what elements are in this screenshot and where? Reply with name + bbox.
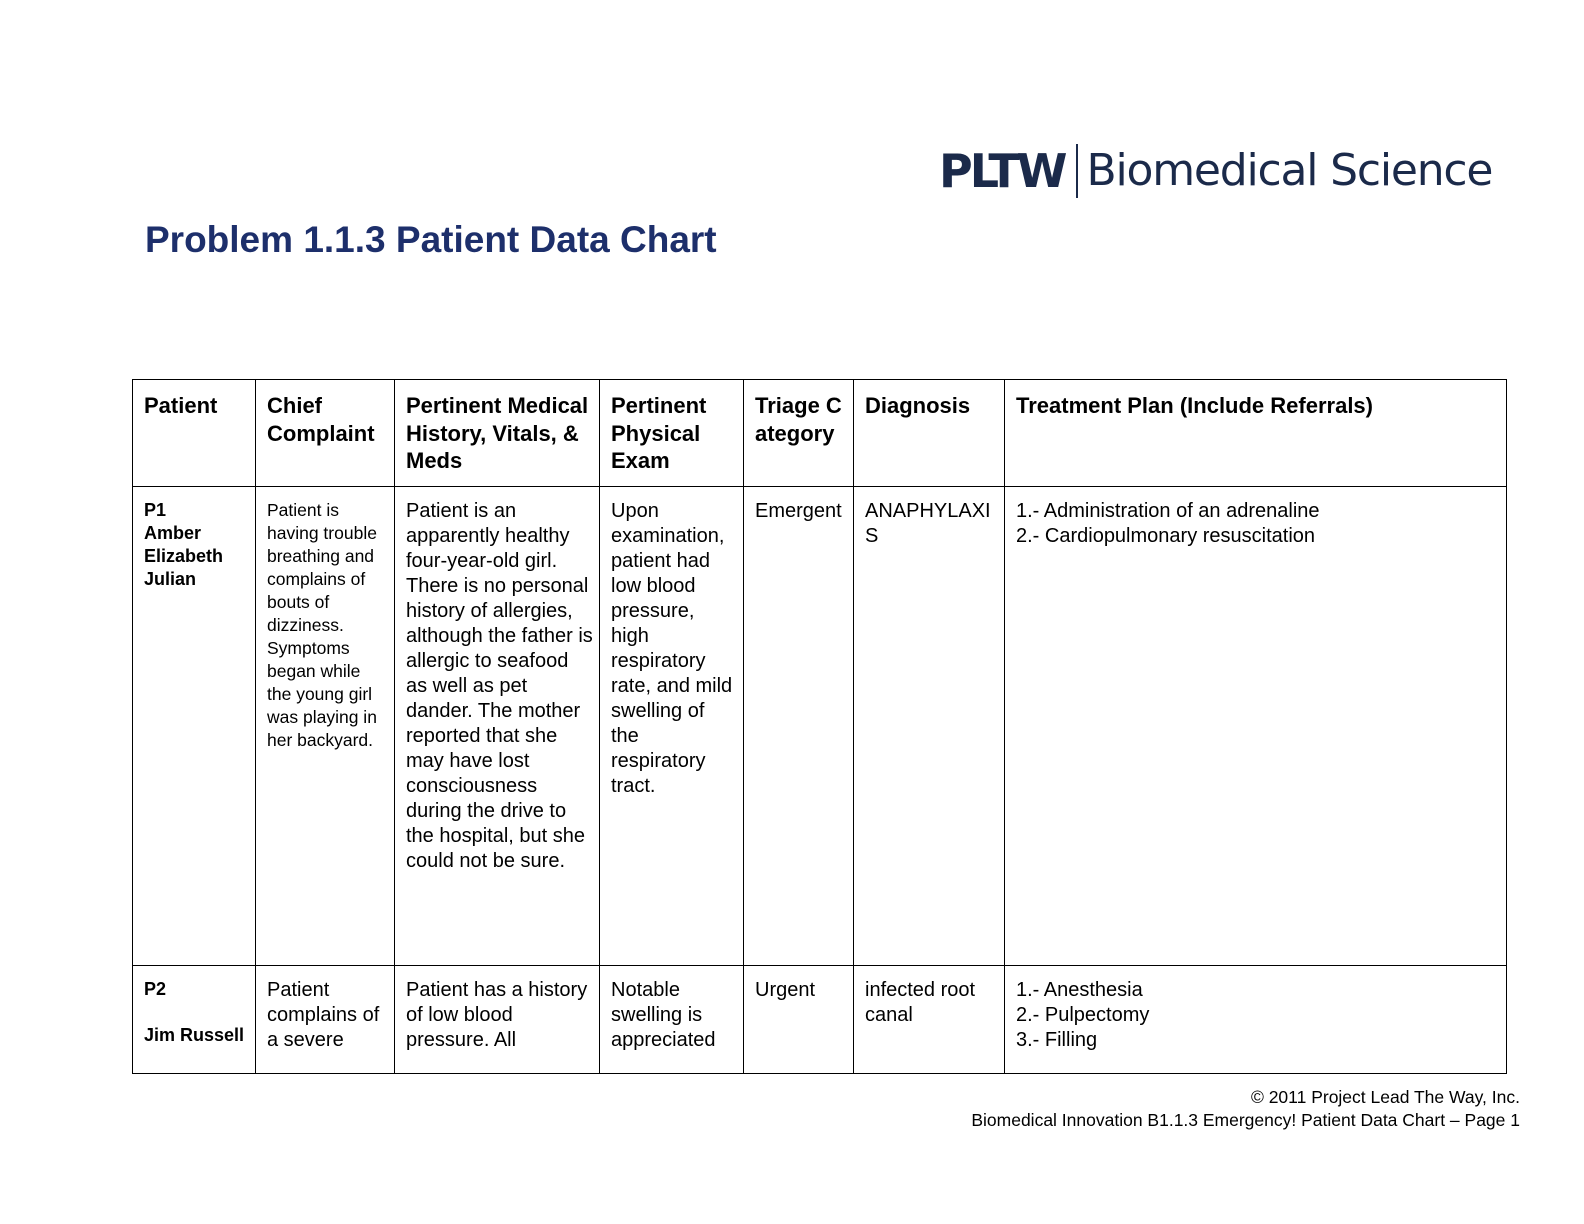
patient-name-spacer: [144, 1001, 249, 1024]
table-row: [133, 966, 1507, 1074]
exam-cell: Notable swelling is appreciated: [600, 966, 744, 1074]
patient-name: Jim Russell: [144, 1025, 245, 1045]
treatment-item: 1.- Anesthesia: [1016, 979, 1143, 1001]
patient-data-table: [132, 379, 1507, 1074]
history-cell: Patient is an apparently healthy four-year-old girl. There is no personal history of allergies, although the father is allergic to seafood as well as pet dander. The mother reported that she may have lost consciousness during the drive to the hospital, but she could not be sure.: [395, 487, 600, 966]
exam-cell: Upon examination, patient had low blood pressure, high respiratory rate, and mild swelling of the respiratory tract.: [600, 487, 744, 966]
header-history: Pertinent Medical History, Vitals, & Meds: [395, 380, 600, 487]
patient-id: P1: [144, 500, 167, 520]
patient-cell: [133, 487, 256, 966]
table-header-row: [133, 380, 1507, 487]
footer-page-info: Biomedical Innovation B1.1.3 Emergency! Patient Data Chart – Page 1: [971, 1110, 1520, 1130]
header-treatment: Treatment Plan (Include Referrals): [1005, 380, 1507, 487]
treatment-cell: [1005, 966, 1507, 1074]
logo-division: Biomedical Science: [1086, 145, 1493, 196]
patient-cell: [133, 966, 256, 1074]
pltw-logo: [939, 143, 1492, 199]
treatment-item: 2.- Cardiopulmonary resuscitation: [1016, 525, 1316, 547]
logo-brand: PLTW: [939, 144, 1065, 198]
table-row: [133, 487, 1507, 966]
chief-complaint-cell: Patient complains of a severe: [256, 966, 395, 1074]
treatment-item: 1.- Administration of an adrenaline: [1016, 500, 1320, 522]
header-chief-complaint: Chief Complaint: [256, 380, 395, 487]
triage-cell: Urgent: [744, 966, 854, 1074]
header-diagnosis: Diagnosis: [854, 380, 1005, 487]
header-patient: Patient: [133, 380, 256, 487]
header-exam: Pertinent Physical Exam: [600, 380, 744, 487]
chief-complaint-cell: Patient is having trouble breathing and complains of bouts of dizziness. Symptoms began while the young girl was playing in her backyard.: [256, 487, 395, 966]
diagnosis-cell: infected root canal: [854, 966, 1005, 1074]
page-footer: [971, 1086, 1520, 1132]
triage-cell: Emergent: [744, 487, 854, 966]
history-cell: Patient has a history of low blood pressure. All: [395, 966, 600, 1074]
diagnosis-cell: ANAPHYLAXIS: [854, 487, 1005, 966]
logo-divider: [1076, 144, 1078, 198]
header-triage: Triage Category: [744, 380, 854, 487]
treatment-item: 2.- Pulpectomy: [1016, 1004, 1150, 1026]
patient-id: P2: [144, 979, 167, 999]
treatment-item: 3.- Filling: [1016, 1029, 1098, 1051]
patient-name: Amber Elizabeth Julian: [144, 523, 224, 589]
treatment-cell: [1005, 487, 1507, 966]
page-title: Problem 1.1.3 Patient Data Chart: [145, 219, 717, 260]
footer-copyright: © 2011 Project Lead The Way, Inc.: [1250, 1087, 1520, 1107]
